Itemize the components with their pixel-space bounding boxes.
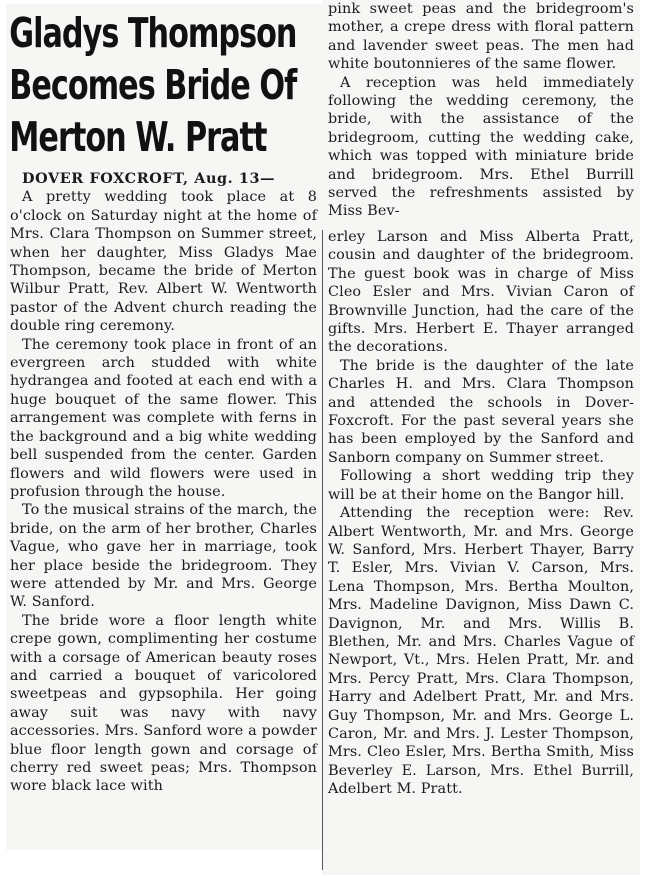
- right-bottom-body: [322, 228, 640, 799]
- article-paragraph: To the musical strains of the march, the bride, on the arm of her brother, Charles Vague, who gave her in marriage, took her place beside the bridegroom. They were attended by Mr. and Mrs. George W. Sanford.: [10, 502, 317, 611]
- dateline: DOVER FOXCROFT, Aug. 13—: [22, 170, 276, 187]
- article-paragraph: A reception was held immediately following the wedding ceremony, the bride, with the assistance of the bridegroom, cutting the wedding cake, which was topped with miniature bride and bridegroom. Mrs. Ethel Burrill served the refreshments assisted by Miss Bev-: [328, 74, 634, 220]
- right-bottom-clipping: [322, 228, 640, 875]
- right-top-body: [322, 0, 640, 221]
- headline-line-1: Gladys Thompson: [9, 9, 297, 57]
- article-paragraph: A pretty wedding took place at 8 o'clock on Saturday night at the home of Mrs. Clara Thompson on Summer street, when her daughter, Miss Gladys Mae Thompson, became the bride of Merton Wilbur Pratt, Rev. Albert W. Wentworth pastor of the Advent church reading the double ring ceremony.: [10, 189, 317, 335]
- column-rule: [322, 230, 323, 870]
- article-paragraph: Following a short wedding trip they will be at their home on the Bangor hill.: [328, 468, 634, 503]
- article-paragraph: The bride wore a floor length white crepe gown, complimenting her costume with a corsage of American beauty roses and carried a bouquet of varicolored sweetpeas and gypsophila. Her going away suit was navy with navy accessories. Mrs. Sanford wore a powder blue floor length gown and corsage of cherry red sweet peas; Mrs. Thompson wore black lace with: [10, 612, 317, 795]
- article-paragraph: erley Larson and Miss Alberta Pratt, cousin and daughter of the bridegroom. The guest book was in charge of Miss Cleo Esler and Mrs. Vivian Caron of Brownville Junction, had the care of the gifts. Mrs. Herbert E. Thayer arranged the decorations.: [328, 229, 634, 356]
- right-top-clipping: [322, 0, 640, 228]
- left-column-clipping: [6, 4, 322, 850]
- left-column-body: [6, 170, 322, 796]
- article-paragraph: The ceremony took place in front of an evergreen arch studded with white hydrangea and footed at each end with a huge bouquet of the same flower. This arrangement was complete with ferns in the background and a big white wedding bell suspended from the center. Garden flowers and wild flowers were used in profusion through the house.: [10, 336, 317, 500]
- headline-line-2: Becomes Bride Of: [9, 61, 297, 109]
- headline-line-3: Merton W. Pratt: [9, 113, 267, 161]
- article-paragraph: The bride is the daughter of the late Charles H. and Mrs. Clara Thompson and attended the schools in Dover-Foxcroft. For the past several years she has been employed by the Sanford and Sanborn company on Summer street.: [328, 357, 634, 466]
- headline: [6, 4, 322, 162]
- article-paragraph: Attending the reception were: Rev. Albert Wentworth, Mr. and Mrs. George W. Sanford, Mrs. Herbert Thayer, Barry T. Esler, Mrs. Vivian V. Carson, Mrs. Lena Thompson, Mrs. Bertha Moulton, Mrs. Madeline Davignon, Miss Dawn C. Davignon, Mr. and Mrs. Willis B. Blethen, Mr. and Mrs. Charles Vague of Newport, Vt., Mrs. Helen Pratt, Mr. and Mrs. Percy Pratt, Mrs. Clara Thompson, Harry and Adelbert Pratt, Mr. and Mrs. Guy Thompson, Mr. and Mrs. George L. Caron, Mr. and Mrs. J. Lester Thompson, Mrs. Cleo Esler, Mrs. Bertha Smith, Miss Beverley E. Larson, Mrs. Ethel Burrill, Adelbert M. Pratt.: [328, 505, 634, 798]
- article-paragraph: pink sweet peas and the bridegroom's mother, a crepe dress with floral pattern and lavender sweet peas. The men had white boutonnieres of the same flower.: [328, 1, 634, 73]
